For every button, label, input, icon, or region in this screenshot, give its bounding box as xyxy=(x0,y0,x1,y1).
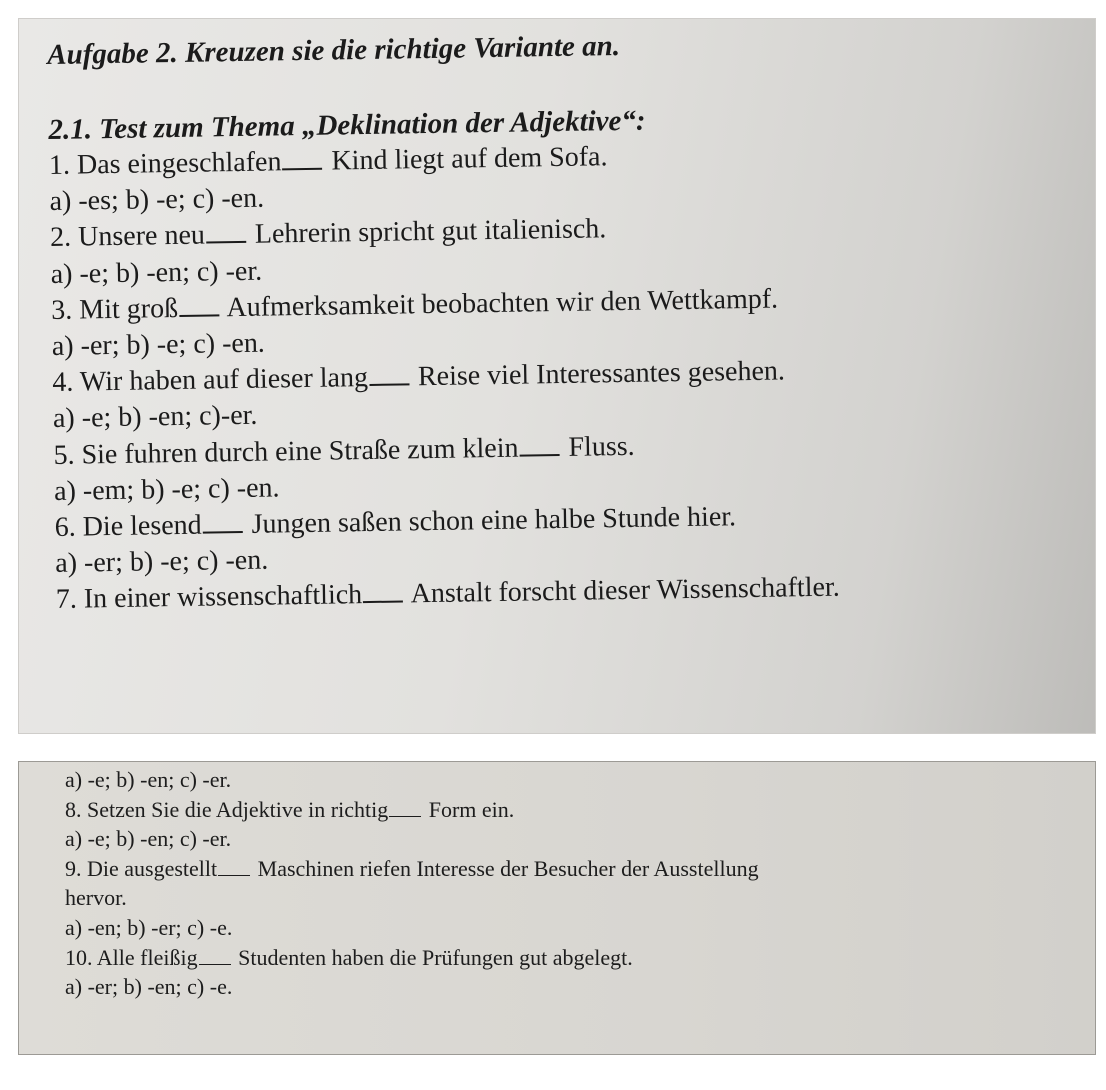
options-4: a) -e; b) -en; c)-er. xyxy=(52,400,258,435)
test-title: 2.1. Test zum Thema „Deklination der Adjektive“: xyxy=(48,104,646,146)
options-6: a) -er; b) -e; c) -en. xyxy=(55,544,269,580)
options-5: a) -em; b) -e; c) -en. xyxy=(53,472,280,507)
task-title: Aufgabe 2. Kreuzen sie die richtige Variante an. xyxy=(47,30,621,71)
answer-blank xyxy=(389,798,421,817)
question-10: 10. Alle fleißig Studenten haben die Prüfungen gut abgelegt. xyxy=(65,944,633,970)
question-6: 6. Die lesend Jungen saßen schon eine halbe Stunde hier. xyxy=(54,501,737,543)
question-9: 9. Die ausgestellt Maschinen riefen Interesse der Besucher der Ausstellung xyxy=(65,855,759,881)
answer-blank xyxy=(218,857,250,876)
answer-blank xyxy=(519,430,559,457)
question-5: 5. Sie fuhren durch eine Straße zum klein Fluss. xyxy=(53,430,635,471)
options-1: a) -es; b) -e; c) -en. xyxy=(49,182,265,218)
options-7: a) -e; b) -en; c) -er. xyxy=(65,767,232,792)
answer-blank xyxy=(206,217,246,244)
answer-blank xyxy=(199,946,231,965)
question-9-continued: hervor. xyxy=(65,885,127,911)
answer-blank xyxy=(369,360,409,387)
question-8: 8. Setzen Sie die Adjektive in richtig Form ein. xyxy=(65,796,515,822)
photo-worksheet xyxy=(18,18,1096,734)
question-2: 2. Unsere neu Lehrerin spricht gut italienisch. xyxy=(49,213,607,254)
scan-worksheet xyxy=(18,761,1096,1055)
options-8: a) -e; b) -en; c) -er. xyxy=(65,826,232,852)
photo-content xyxy=(47,21,1096,619)
answer-blank xyxy=(282,144,322,171)
options-9: a) -en; b) -er; c) -e. xyxy=(65,914,233,940)
answer-blank xyxy=(363,577,403,604)
options-10: a) -er; b) -en; c) -e. xyxy=(65,974,233,1000)
question-1: 1. Das eingeschlafen Kind liegt auf dem Sofa. xyxy=(48,141,608,181)
question-4: 4. Wir haben auf dieser lang Reise viel Interessantes gesehen. xyxy=(52,355,786,399)
question-3: 3. Mit groß Aufmerksamkeit beobachten wir den Wettkampf. xyxy=(51,283,779,326)
scan-content xyxy=(65,765,1075,1002)
options-3: a) -er; b) -e; c) -en. xyxy=(51,327,266,362)
answer-blank xyxy=(179,290,219,317)
question-7: 7. In einer wissenschaftlich Anstalt forscht dieser Wissenschaftler. xyxy=(55,572,840,616)
options-2: a) -e; b) -en; c) -er. xyxy=(50,255,263,290)
answer-blank xyxy=(202,507,242,534)
